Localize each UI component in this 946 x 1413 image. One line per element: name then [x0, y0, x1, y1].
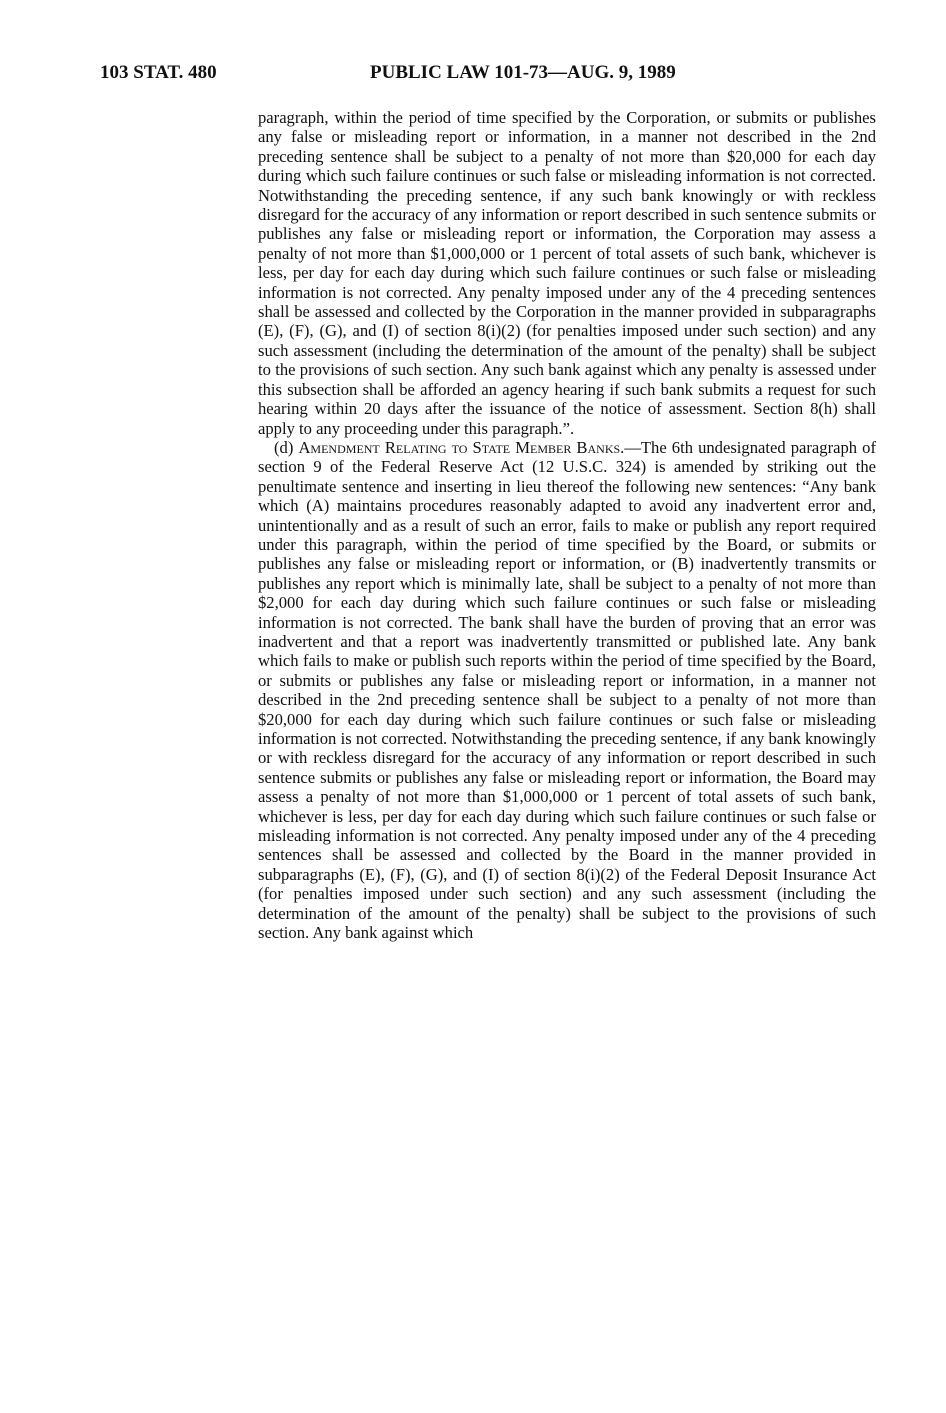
running-head-title: PUBLIC LAW 101-73—AUG. 9, 1989 — [370, 62, 676, 83]
paragraph-subsection-d — [258, 438, 876, 943]
page-header — [100, 62, 880, 86]
paragraph-continuation: paragraph, within the period of time specified by the Corporation, or submits or publishes any false or misleading report or information, in a manner not described in the 2nd preceding sentence shall be subject to a penalty of not more than $20,000 for each day during which such failure continues or such false or misleading information is not corrected. Notwithstanding the preceding sentence, if any such bank knowingly or with reckless disregard for the accuracy of any information or report described in such sentence submits or publishes any false or misleading report or information, the Corporation may assess a penalty of not more than $1,000,000 or 1 percent of total assets of such bank, whichever is less, per day for each day during which such failure continues or such false or misleading information is not corrected. Any penalty imposed under any of the 4 preceding sentences shall be assessed and collected by the Corporation in the manner provided in subparagraphs (E), (F), (G), and (I) of section 8(i)(2) (for penalties imposed under such section) and any such assessment (including the determination of the amount of the penalty) shall be subject to the provisions of such section. Any such bank against which any penalty is assessed under this subsection shall be afforded an agency hearing if such bank submits a request for such hearing within 20 days after the issuance of the notice of assessment. Section 8(h) shall apply to any proceeding under this paragraph.”. — [258, 108, 876, 438]
stat-page-number: 103 STAT. 480 — [100, 62, 217, 83]
body-text — [258, 108, 876, 942]
subsection-heading: Amendment Relating to State Member Banks. — [298, 437, 625, 457]
subsection-label: (d) — [274, 437, 294, 457]
subsection-text: —The 6th undesignated paragraph of section 9 of the Federal Reserve Act (12 U.S.C. 324) is amended by striking out the penultimate sentence and inserting in lieu thereof the following new sentences: “Any bank which (A) maintains procedures reasonably adapted to avoid any inadvertent error and, unintentionally and as a result of such an error, fails to make or publish any report required under this paragraph, within the period of time specified by the Board, or submits or publishes any false or misleading report or information, or (B) inadvertently transmits or publishes any report which is minimally late, shall be subject to a penalty of not more than $2,000 for each day during which such failure continues or such false or misleading information is not corrected. The bank shall have the burden of proving that an error was inadvertent and that a report was inadvertently transmitted or published late. Any bank which fails to make or publish such reports within the period of time specified by the Board, or submits or publishes any false or misleading report or information, in a manner not described in the 2nd preceding sentence shall be subject to a penalty of not more than $20,000 for each day during which such failure continues or such false or misleading information is not corrected. Notwithstanding the preceding sentence, if any bank knowingly or with reckless disregard for the accuracy of any information or report described in such sentence submits or publishes any false or misleading report or information, the Board may assess a penalty of not more than $1,000,000 or 1 percent of total assets of such bank, whichever is less, per day for each day during which such failure continues or such false or misleading information is not corrected. Any penalty imposed under any of the 4 preceding sentences shall be assessed and collected by the Board in the manner provided in subparagraphs (E), (F), (G), and (I) of section 8(i)(2) of the Federal Deposit Insurance Act (for penalties imposed under such section) and any such assessment (including the determination of the amount of the penalty) shall be subject to the provisions of such section. Any bank against which — [258, 437, 876, 943]
